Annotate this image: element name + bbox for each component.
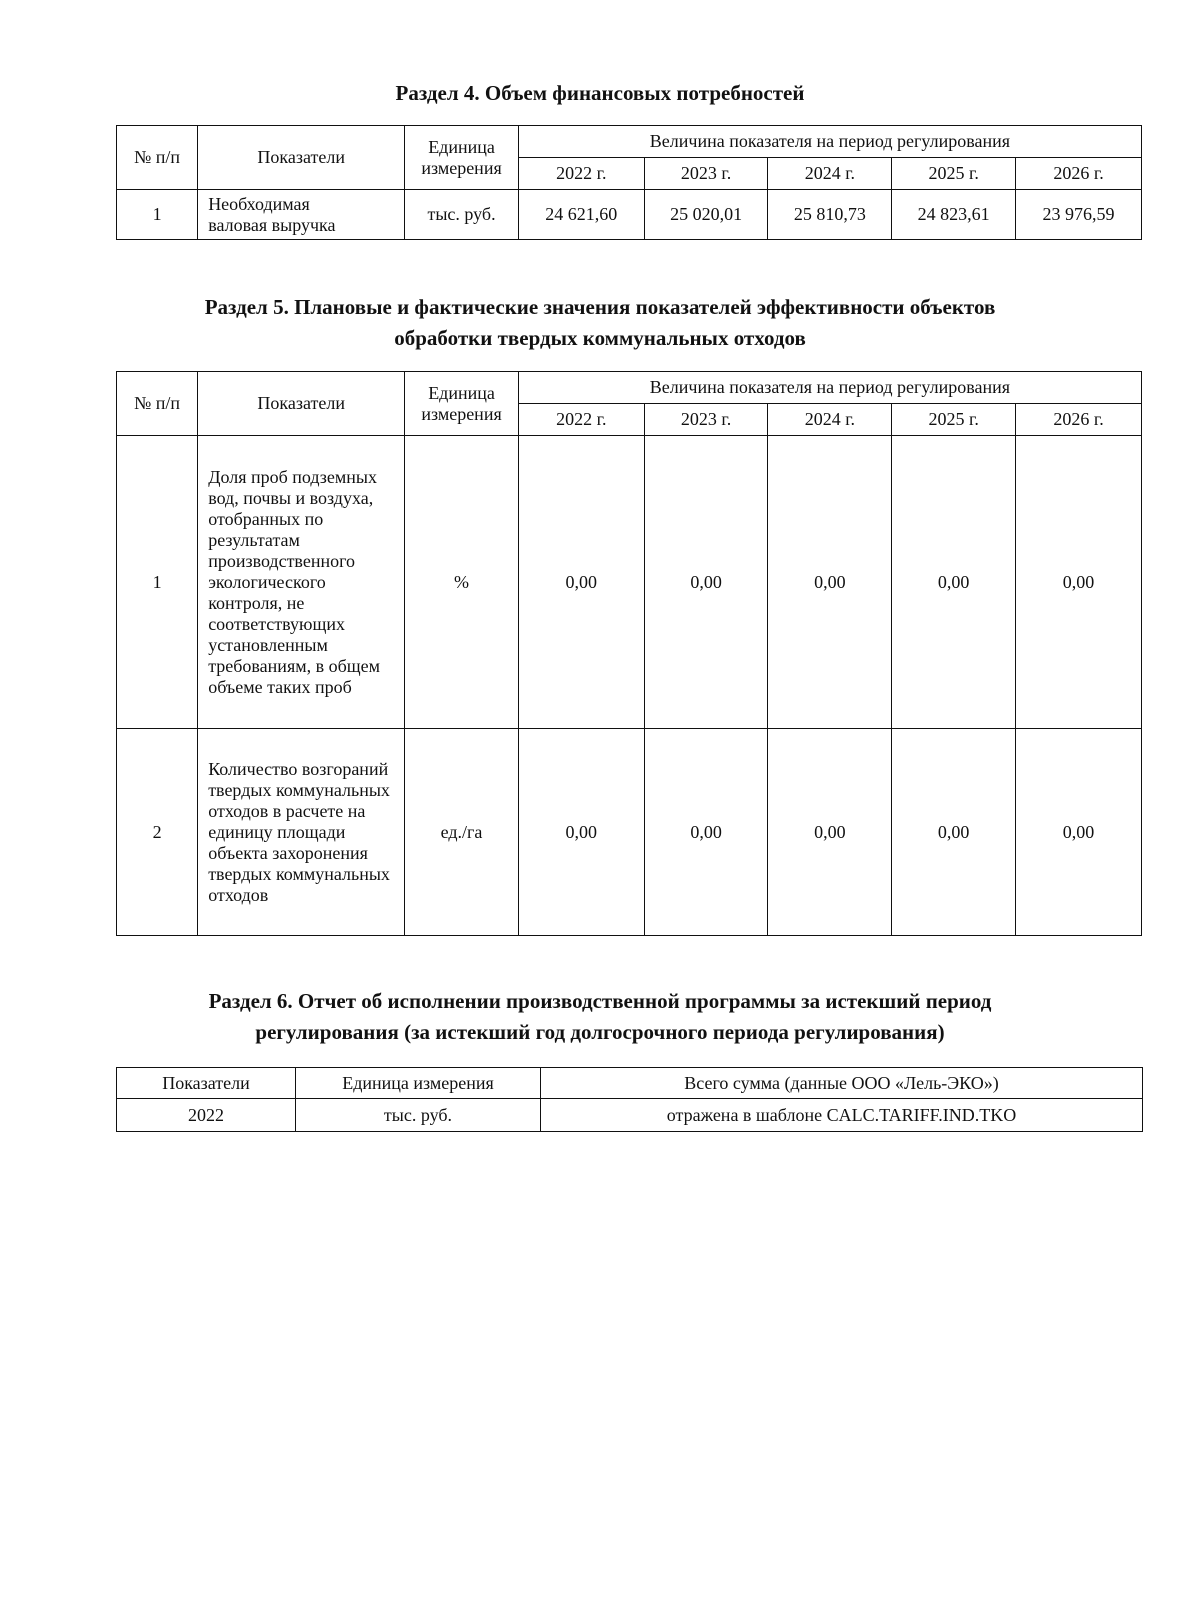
header-year: 2025 г. [892,404,1016,436]
table-row [117,436,1142,729]
header-year: 2024 г. [768,158,892,190]
row-unit: тыс. руб. [296,1099,541,1132]
header-unit-line2: измерения [421,403,502,424]
row-value: 0,00 [1016,729,1142,936]
section5-title-line2: обработки твердых коммунальных отходов [394,326,806,350]
section4-title-text: Раздел 4. Объем финансовых потребностей [395,81,805,105]
header-year: 2023 г. [644,158,768,190]
row-num: 1 [117,436,198,729]
row-unit: тыс. руб. [405,190,519,240]
row-num: 1 [117,190,198,240]
row-value: 0,00 [518,436,644,729]
row-indicator [198,190,405,240]
row-value: 0,00 [1016,436,1142,729]
section5-title-line1: Раздел 5. Плановые и фактические значения показателей эффективности объектов [204,295,996,319]
row-indicator: 2022 [117,1099,296,1132]
row-value: 23 976,59 [1016,190,1142,240]
header-total: Всего сумма (данные ООО «Лель-ЭКО») [541,1068,1143,1099]
section5-title [0,292,1200,354]
header-indicator: Показатели [117,1068,296,1099]
row-value: 0,00 [518,729,644,936]
header-period: Величина показателя на период регулирования [518,126,1141,158]
row-indicator-line2: валовая выручка [208,214,336,235]
row-num: 2 [117,729,198,936]
header-year: 2022 г. [518,404,644,436]
section6-title-line1: Раздел 6. Отчет об исполнении производственной программы за истекший период [208,989,992,1013]
header-year: 2024 г. [768,404,892,436]
header-num: № п/п [117,372,198,436]
section6-table [116,1067,1143,1132]
row-value: 0,00 [768,436,892,729]
section6-title [0,986,1200,1048]
header-unit-line2: измерения [421,157,502,178]
row-unit: ед./га [405,729,519,936]
row-value: 0,00 [892,436,1016,729]
section6-title-line2: регулирования (за истекший год долгосрочного периода регулирования) [255,1020,945,1044]
header-unit [405,126,519,190]
section5-table [116,371,1142,936]
row-total: отражена в шаблоне CALC.TARIFF.IND.TKO [541,1099,1143,1132]
header-year: 2022 г. [518,158,644,190]
header-indicator: Показатели [198,126,405,190]
section4-table [116,125,1142,240]
header-unit: Единица измерения [296,1068,541,1099]
row-value: 24 621,60 [518,190,644,240]
row-indicator: Доля проб подземных вод, почвы и воздуха, отобранных по результатам производственного экологического контроля, не соответствующих установленным требованиям, в общем объеме таких проб [198,436,405,729]
row-value: 0,00 [892,729,1016,936]
row-value: 24 823,61 [892,190,1016,240]
row-value: 25 020,01 [644,190,768,240]
table-row [117,729,1142,936]
header-year: 2023 г. [644,404,768,436]
section4-title [0,78,1200,109]
table-row [117,190,1142,240]
row-indicator-line1: Необходимая [208,193,310,214]
row-value: 0,00 [768,729,892,936]
header-indicator: Показатели [198,372,405,436]
row-indicator: Количество возгораний твердых коммунальных отходов в расчете на единицу площади объекта захоронения твердых коммунальных отходов [198,729,405,936]
header-year: 2026 г. [1016,404,1142,436]
header-period: Величина показателя на период регулирования [518,372,1141,404]
header-unit [405,372,519,436]
row-value: 25 810,73 [768,190,892,240]
header-year: 2026 г. [1016,158,1142,190]
header-unit-line1: Единица [428,136,495,157]
row-value: 0,00 [644,729,768,936]
header-year: 2025 г. [892,158,1016,190]
table-row [117,1099,1143,1132]
header-num: № п/п [117,126,198,190]
row-unit: % [405,436,519,729]
row-value: 0,00 [644,436,768,729]
header-unit-line1: Единица [428,382,495,403]
